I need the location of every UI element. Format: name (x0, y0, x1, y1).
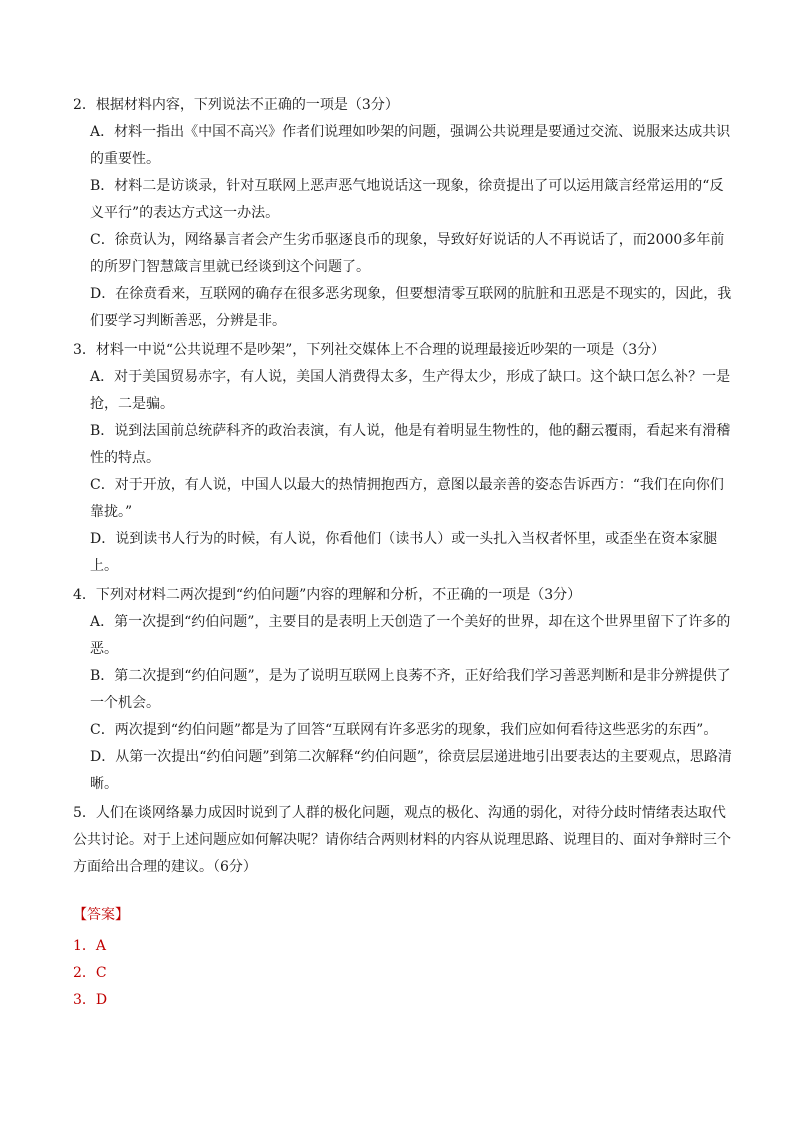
option-c: C．两次提到“约伯问题”都是为了回答“互联网有许多恶劣的现象，我们应如何看待这些恶劣的东西”。 (90, 722, 718, 738)
answer-heading: 【答案】 (73, 907, 129, 923)
question-stem: 5．人们在谈网络暴力成因时说到了人群的极化问题，观点的极化、沟通的弱化，对待分歧时情绪表达取代公共讨论。对于上述问题应如何解决呢？请你结合两则材料的内容从说理思路、说理目的、面对争辩时三个方面给出合理的建议。（6分） (73, 805, 731, 875)
option-c: C．徐贲认为，网络暴言者会产生劣币驱逐良币的现象，导致好好说话的人不再说话了，而2000多年前的所罗门智慧箴言里就已经谈到这个问题了。 (90, 232, 725, 275)
option-a: A．对于美国贸易赤字，有人说，美国人消费得太多，生产得太少，形成了缺口。这个缺口怎么补？一是抢，二是骗。 (90, 369, 731, 412)
question-stem: 4．下列对材料二两次提到“约伯问题”内容的理解和分析，不正确的一项是（3分） (73, 587, 582, 603)
question-stem: 3．材料一中说“公共说理不是吵架”，下列社交媒体上不合理的说理最接近吵架的一项是（3分） (73, 342, 666, 358)
answer-item: 2．C (73, 965, 107, 981)
question-stem: 2．根据材料内容，下列说法不正确的一项是（3分） (73, 97, 399, 113)
option-c: C．对于开放，有人说，中国人以最大的热情拥抱西方，意图以最亲善的姿态告诉西方：“我们在向你们靠拢。” (90, 477, 724, 520)
question-4 (73, 582, 733, 798)
question-2 (73, 92, 733, 335)
answer-item: 1．A (73, 938, 107, 954)
option-a: A．第一次提到“约伯问题”，主要目的是表明上天创造了一个美好的世界，却在这个世界里留下了许多的恶。 (90, 614, 731, 657)
option-d: D．在徐贲看来，互联网的确存在很多恶劣现象，但要想清零互联网的肮脏和丑恶是不现实的，因此，我们要学习判断善恶，分辨是非。 (90, 286, 732, 329)
answer-item: 3．D (73, 992, 108, 1008)
option-b: B．材料二是访谈录，针对互联网上恶声恶气地说话这一现象，徐贲提出了可以运用箴言经常运用的“反义平行”的表达方式这一办法。 (90, 178, 724, 221)
option-b: B．说到法国前总统萨科齐的政治表演，有人说，他是有着明显生物性的，他的翻云覆雨，看起来有滑稽性的特点。 (90, 423, 731, 466)
option-d: D．说到读书人行为的时候，有人说，你看他们（读书人）或一头扎入当权者怀里，或歪坐在资本家腿上。 (90, 531, 718, 574)
question-5 (73, 800, 733, 881)
option-d: D．从第一次提出“约伯问题”到第二次解释“约伯问题”，徐贲层层递进地引出要表达的主要观点，思路清晰。 (90, 749, 732, 792)
option-b: B．第二次提到“约伯问题”，是为了说明互联网上良莠不齐，正好给我们学习善恶判断和是非分辨提供了一个机会。 (90, 668, 731, 711)
option-a: A．材料一指出《中国不高兴》作者们说理如吵架的问题，强调公共说理是要通过交流、说服来达成共识的重要性。 (90, 124, 731, 167)
question-3 (73, 337, 733, 580)
